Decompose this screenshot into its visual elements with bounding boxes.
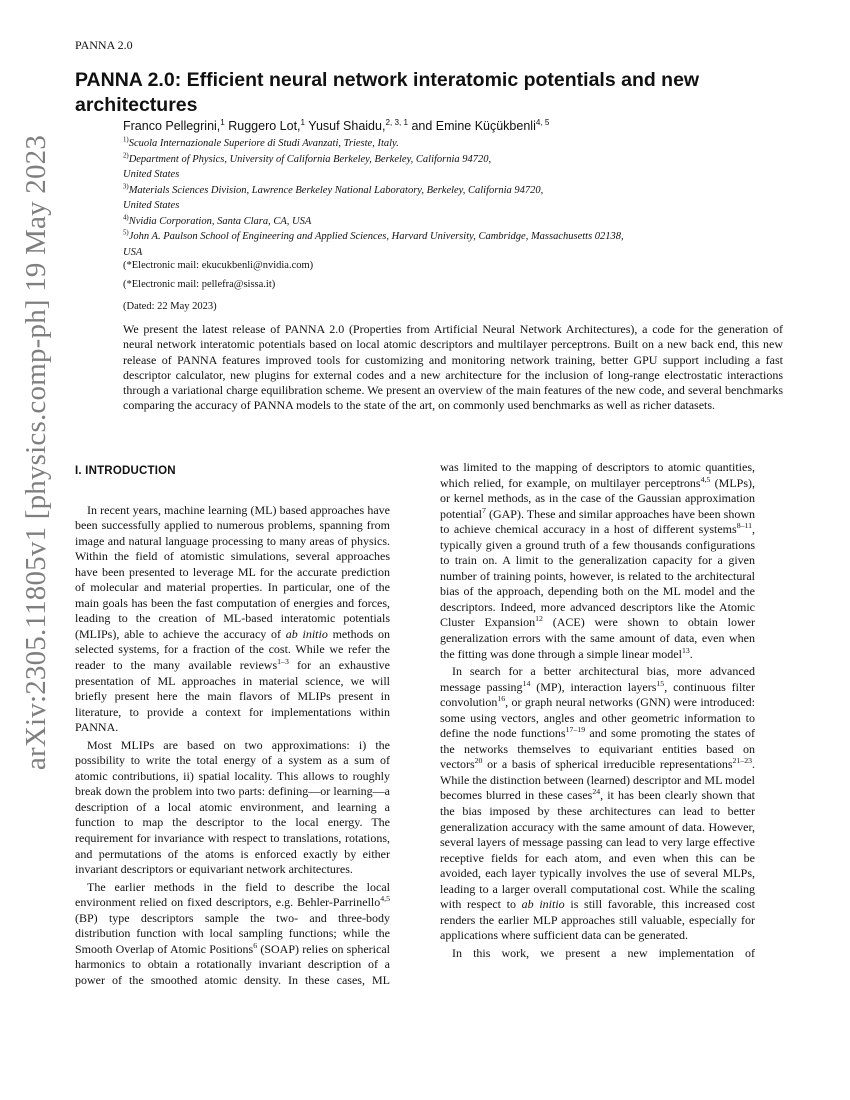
email-line-1: (*Electronic mail: ekucukbenli@nvidia.com) — [123, 260, 314, 271]
author-list: Franco Pellegrini,$^1$ Ruggero Lot,$^1$ Yusuf Shaidu,$^{2, 3, 1}$ and Emine Küçükbenli$^{4, 5}$ — [123, 117, 550, 133]
body-paragraph: was limited to the mapping of descriptors to atomic quantities, which relied, for example, on multilayer perceptrons$^{4,5}$ (MLPs), or kernel methods, as in the case of the Gaussian approximation potential$^7$ (GAP). These and similar approaches have been shown to achieve chemical accuracy in a host of different systems$^{8-11}$, typically given a ground truth of a few thousands configurations to train on. A limit to the generalization capacity for a given number of training points, however, is related to the architectural bias of the approach, depending both on the ML model and the descriptors. Indeed, more advanced descriptors like the Atomic Cluster Expansion$^{12}$ (ACE) were shown to obtain lower generalization errors with the same amount of data, even when the fitting was done through a simple linear model$^{13}$. — [440, 460, 755, 661]
arxiv-identifier-text: arXiv:2305.11805v1 [physics.comp-ph] 19 May 2023 — [20, 134, 53, 771]
affiliation-5: $^{5)}$John A. Paulson School of Engineering and Applied Sciences, Harvard University, Cambridge, Massachusetts 02138, USA — [123, 229, 624, 258]
dated-line: (Dated: 22 May 2023) — [123, 301, 217, 312]
affiliation-2: $^{2)}$Department of Physics, University of California Berkeley, Berkeley, California 94720, United States — [123, 152, 492, 180]
body-paragraph: In search for a better architectural bias, more advanced message passing$^{14}$ (MP), interaction layers$^{15}$, continuous filter convolution$^{16}$, or graph neural networks (GNN) were introduced: some using vectors, angles and other geometric information to define the node functions$^{17-19}$ and some promoting the states of the networks themselves to equivariant entities based on vectors$^{20}$ or a basis of spherical irreducible representations$^{21-23}$. While the distinction between (learned) descriptor and ML model becomes blurred in these cases$^{24}$, it has been clearly shown that the bias imposed by these architectures can lead to better generalization accuracy with the same amount of data. However, several layers of message passing can lead to very large effective receptive fields for each atom, and even when this can be avoided, each layer typically involves the use of several MLPs, leading to a larger overall computational cost. While the scaling with respect to ab initio is still favorable, this increased cost renders the earlier MLP approaches still valuable, especially for applications where sufficient data can be generated. — [440, 664, 755, 943]
email-line-2: (*Electronic mail: pellefra@sissa.it) — [123, 279, 276, 290]
affiliations — [123, 136, 763, 260]
body-paragraph: Most MLIPs are based on two approximations: i) the possibility to write the total energy of a system as a sum of atomic contributions, ii) spatial locality. This allows to roughly break down the problem into two parts: defining—or learning—a description of a local atomic environment, and learning a function to map the descriptor to the local energy. The requirement for invariance with respect to translations, rotations, and permutations of the atoms is enforced exactly by either invariant descriptors or equivariant network architectures. — [75, 737, 390, 877]
paper-title: PANNA 2.0: Efficient neural network interatomic potentials and new architectures — [75, 69, 700, 116]
affiliation-3: $^{3)}$Materials Sciences Division, Lawrence Berkeley National Laboratory, Berkeley, California 94720, United States — [123, 183, 544, 211]
body-paragraph: In this work, we present a new implementation of — [452, 945, 755, 960]
body-column-right — [440, 460, 755, 962]
affiliation-1: $^{1)}$Scuola Internazionale Superiore di Studi Avanzati, Trieste, Italy. — [123, 136, 399, 149]
section-heading-introduction: I. INTRODUCTION — [75, 465, 176, 477]
abstract: We present the latest release of PANNA 2.0 (Properties from Artificial Neural Network Architectures), a code for the generation of neural network interatomic potentials based on local atomic descriptors and multilayer perceptrons. Built on a new back end, this new release of PANNA features improved tools for customizing and monitoring network training, better GPU support including a fast descriptor calculator, new plugins for external codes and a new architecture for the inclusion of long-range electrostatic interactions through a variational charge equilibration scheme. We present an overview of the main features of the new code, and several benchmarks comparing the accuracy of PANNA models to the state of the art, on commonly used benchmarks as well as richer datasets. — [123, 322, 783, 413]
body-paragraph: In recent years, machine learning (ML) based approaches have been successfully applied to numerous problems, spanning from image and natural language processing to many areas of physics. Within the field of atomistic simulations, several approaches have been presented to leverage ML for the accurate prediction of molecular and material properties. In particular, one of the main goals has been the fast computation of energies and forces, leading to the creation of ML-based interatomic potentials (MLIPs), able to achieve the accuracy of ab initio methods on selected systems, for a fraction of the cost. While we refer the reader to the many available reviews$^{1-3}$ for an exhaustive presentation of ML approaches in material science, we will briefly present here the main flavors of MLIPs present in literature, to provide a context for implementations within PANNA. — [75, 502, 391, 735]
affiliation-4: $^{4)}$Nvidia Corporation, Santa Clara, CA, USA — [123, 214, 312, 227]
body-column-left — [75, 460, 390, 989]
body-paragraph: The earlier methods in the field to describe the local environment relied on fixed descriptors, e.g. Behler-Parrinello$^{4,5}$ (BP) type descriptors sample the two- and three-body distribution function with local sampling functions; while the Smooth Overlap of Atomic Positions$^6$ (SOAP) relies on spherical harmonics to obtain a rotationally invariant description of a power of the smoothed atomic density. In these cases, ML — [75, 879, 390, 987]
arxiv-identifier-stamp — [8, 134, 66, 771]
running-head: PANNA 2.0 — [75, 38, 133, 52]
